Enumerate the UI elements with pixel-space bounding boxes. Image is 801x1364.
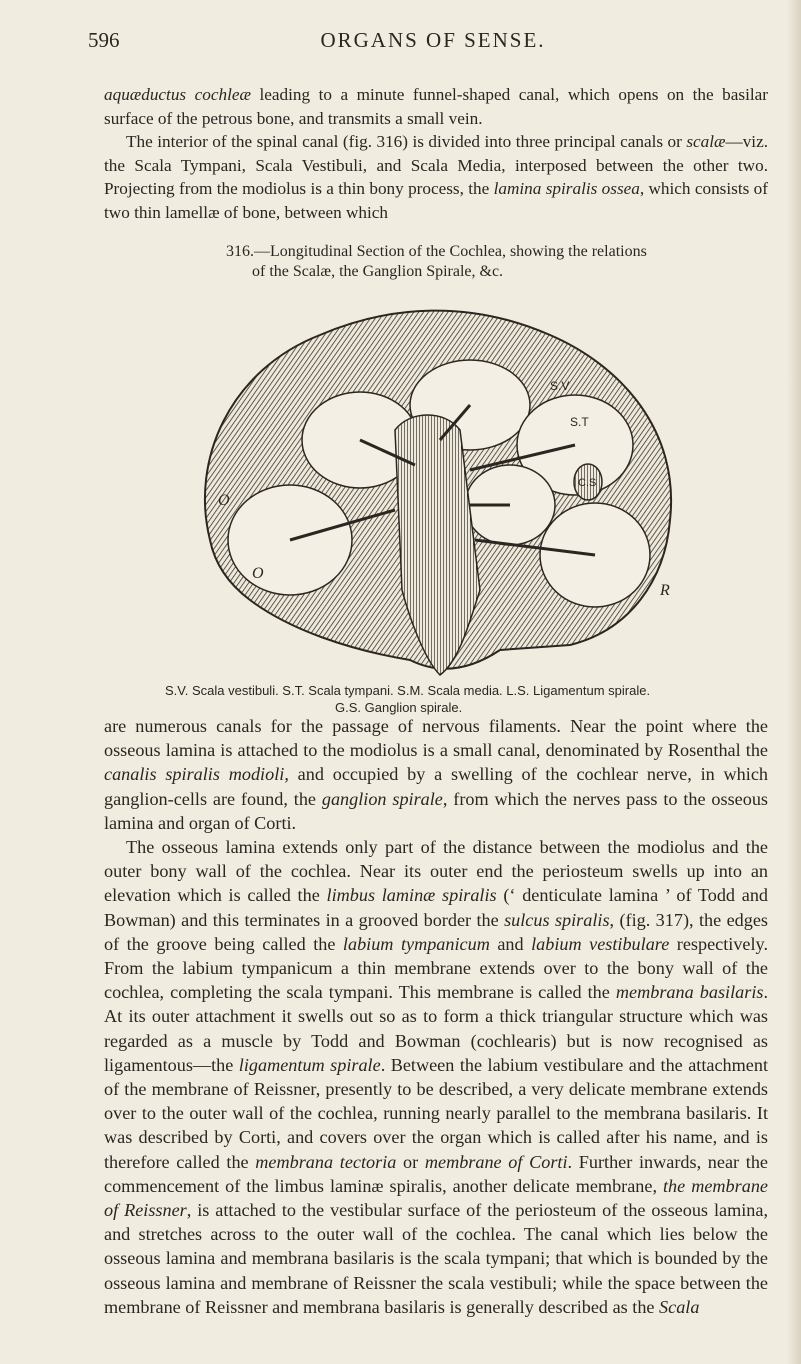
- figure-label: S.V: [550, 379, 570, 393]
- figure-label: S.T: [570, 415, 589, 429]
- running-head: ORGANS OF SENSE.: [320, 28, 546, 52]
- figure-legend: [165, 682, 725, 716]
- figure-label: R: [660, 582, 670, 599]
- paragraph-scalae: The interior of the spinal canal (fig. 316) is divided into three principal canals or scalæ—viz. the Scala Tympani, Scala Vestibuli, and Scala Media, interposed between the other two. Projecting from the modiolus is a thin bony process, the lamina spiralis ossea, which consists of two thin lamellæ of bone, between which: [104, 132, 768, 222]
- body-text: [104, 714, 768, 1319]
- top-text: [104, 83, 768, 224]
- italic-term: ganglion spirale: [321, 788, 443, 809]
- italic-term: limbus laminæ spiralis: [326, 885, 497, 906]
- italic-term: aquæductus cochleæ: [104, 85, 251, 104]
- italic-term: labium tympanicum: [342, 933, 490, 954]
- italic-term: canalis spiralis modioli: [104, 764, 285, 785]
- cochlea-illustration: [170, 290, 710, 680]
- paragraph-osseous-lamina: The osseous lamina extends only part of the distance between the modiolus and the outer bony wall of the cochlea. Near its outer end the periosteum swells up into an elevation which is called the limbus laminæ spiralis (‘ denticulate lamina ’ of Todd and Bowman) and this terminates in a grooved border the sulcus spiralis, (fig. 317), the edges of the groove being called the labium tympanicum and labium vestibulare respectively. From the labium tympanicum a thin membrane extends over to the bony wall of the cochlea, completing the scala tympani. This membrane is called the membrana basilaris. At its outer attachment it swells out so as to form a thick triangular structure which was regarded as a muscle by Todd and Bowman (cochlearis) but is now recognised as ligamentous—the ligamentum spirale. Between the labium vestibulare and the attachment of the membrane of Reissner, presently to be described, a very delicate membrane extends over to the outer wall of the cochlea, running nearly parallel to the membrana basilaris. It was described by Corti, and covers over the organ which is called after his name, and is therefore called the membrana tectoria or membrane of Corti. Further inwards, near the commencement of the limbus laminæ spiralis, another delicate membrane, the membrane of Reissner, is attached to the vestibular surface of the periosteum of the osseous lamina, and stretches across to the outer wall of the cochlea. The canal which lies below the osseous lamina and membrana basilaris is the scala tympani; that which is bounded by the osseous lamina and membrane of Reissner the scala vestibuli; while the space between the membrane of Reissner and membrana basilaris is generally described as the Scala: [104, 837, 769, 1317]
- paragraph-continuation: aquæductus cochleæ leading to a minute funnel-shaped canal, which opens on the basilar surface of the petrous bone, and transmits a small vein.: [104, 85, 768, 128]
- page-edge-shadow: [787, 0, 801, 1364]
- page-header: [88, 28, 778, 58]
- paragraph-canals: are numerous canals for the passage of nervous filaments. Near the point where the osseous lamina is attached to the modiolus is a small canal, denominated by Rosenthal the canalis spiralis modioli, and occupied by a swelling of the cochlear nerve, in which ganglion-cells are found, the ganglion spirale, from which the nerves pass to the osseous lamina and organ of Corti.: [104, 716, 768, 833]
- figure-label: O: [218, 492, 230, 509]
- legend-line: G.S. Ganglion spirale.: [335, 700, 463, 715]
- italic-term: the membrane of Reissner: [104, 1175, 768, 1221]
- italic-term: ligamentum spirale: [238, 1054, 381, 1075]
- italic-term: sulcus spiralis: [504, 909, 610, 930]
- page-number: 596: [88, 28, 120, 52]
- italic-term: Scala: [659, 1296, 700, 1317]
- italic-term: lamina spiralis ossea: [493, 179, 640, 198]
- caption-line: of the Scalæ, the Ganglion Spirale, &c.: [252, 263, 504, 280]
- figure-caption: [160, 242, 720, 282]
- italic-term: scalæ: [686, 132, 726, 151]
- italic-term: labium vestibulare: [531, 933, 670, 954]
- legend-line: S.V. Scala vestibuli. S.T. Scala tympani. S.M. Scala media. L.S. Ligamentum spirale.: [165, 683, 651, 698]
- italic-term: membrana tectoria: [255, 1151, 397, 1172]
- figure-label: C.S: [578, 477, 597, 489]
- caption-line: 316.—Longitudinal Section of the Cochlea, showing the relations: [226, 243, 647, 260]
- figure-label: O: [252, 565, 264, 582]
- italic-term: membrana basilaris: [615, 982, 764, 1003]
- italic-term: membrane of Corti: [424, 1151, 568, 1172]
